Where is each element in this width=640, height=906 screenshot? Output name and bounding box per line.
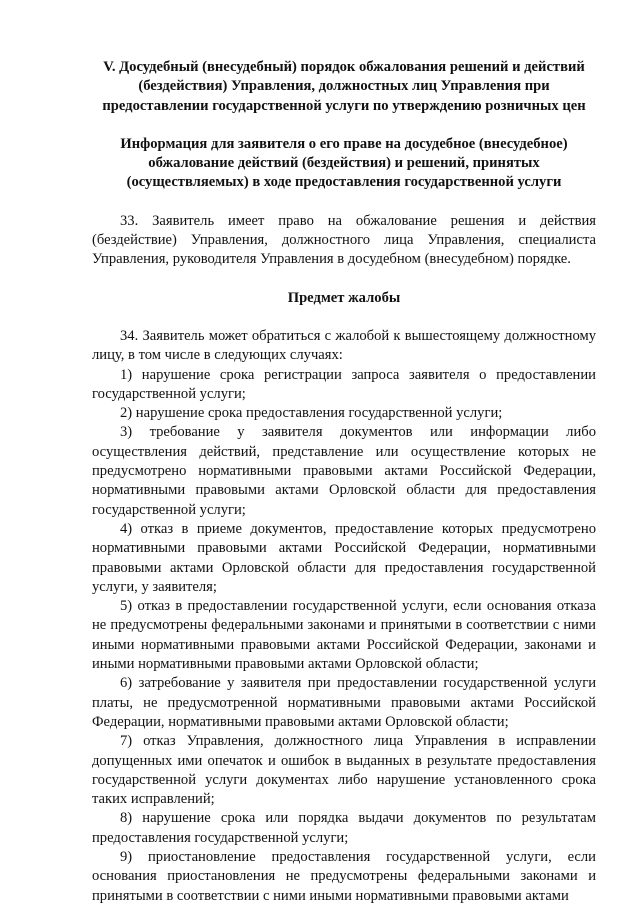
- list-item-4: 4) отказ в приеме документов, предоставление которых предусмотрено нормативными правовыми актами Российской Федерации, нормативными правовыми актами Орловской области для предоставления государственной услуги, у заявителя;: [92, 520, 596, 595]
- paragraph-34: 34. Заявитель может обратиться с жалобой к вышестоящему должностному лицу, в том числе в следующих случаях:: [92, 327, 596, 364]
- list-item-1: 1) нарушение срока регистрации запроса заявителя о предоставлении государственной услуги;: [92, 366, 596, 402]
- subject-heading: Предмет жалобы: [287, 289, 401, 306]
- list-item-5: 5) отказ в предоставлении государственной услуги, если основания отказа не предусмотрены федеральными законами и принятыми в соответствии с ними иными нормативными правовыми актами Российской Федерации, законами и иными нормативными правовыми актами Орловской области;: [92, 598, 596, 673]
- section-heading: V. Досудебный (внесудебный) порядок обжалования решений и действий (бездействия) Управления, должностных лиц Управления при предоставлении государственной услуги по утверждению розничных цен: [102, 59, 586, 114]
- list-item-6: 6) затребование у заявителя при предоставлении государственной услуги платы, не предусмотренной нормативными правовыми актами Российской Федерации, нормативными правовыми актами Орловской области;: [92, 675, 596, 730]
- list-item-8: 8) нарушение срока или порядка выдачи документов по результатам предоставления государственной услуги;: [92, 810, 596, 846]
- list-item-7: 7) отказ Управления, должностного лица Управления в исправлении допущенных ими опечаток и ошибок в выданных в результате предоставления государственной услуги документах либо нарушение установленного срока таких исправлений;: [92, 733, 596, 808]
- list-item-3: 3) требование у заявителя документов или информации либо осуществления действий, представление или осуществление которых не предусмотрено нормативными правовыми актами Российской Федерации, нормативными правовыми актами Орловской области для предоставления государственной услуги;: [92, 424, 596, 518]
- list-item-9: 9) приостановление предоставления государственной услуги, если основания приостановления не предусмотрены федеральными законами и принятыми в соответствии с ними иными нормативными правовыми актами: [92, 848, 596, 904]
- list-item-2: 2) нарушение срока предоставления государственной услуги;: [120, 405, 503, 422]
- info-heading: Информация для заявителя о его праве на досудебное (внесудебное) обжалование действий (бездействия) и решений, принятых (осуществляемых) в ходе предоставления государственной услуги: [120, 135, 568, 191]
- paragraph-33: 33. Заявитель имеет право на обжалование решения и действия (бездействие) Управления, должностного лица Управления, специалиста Управления, руководителя Управления в досудебном (внесудебном) порядке.: [92, 212, 596, 268]
